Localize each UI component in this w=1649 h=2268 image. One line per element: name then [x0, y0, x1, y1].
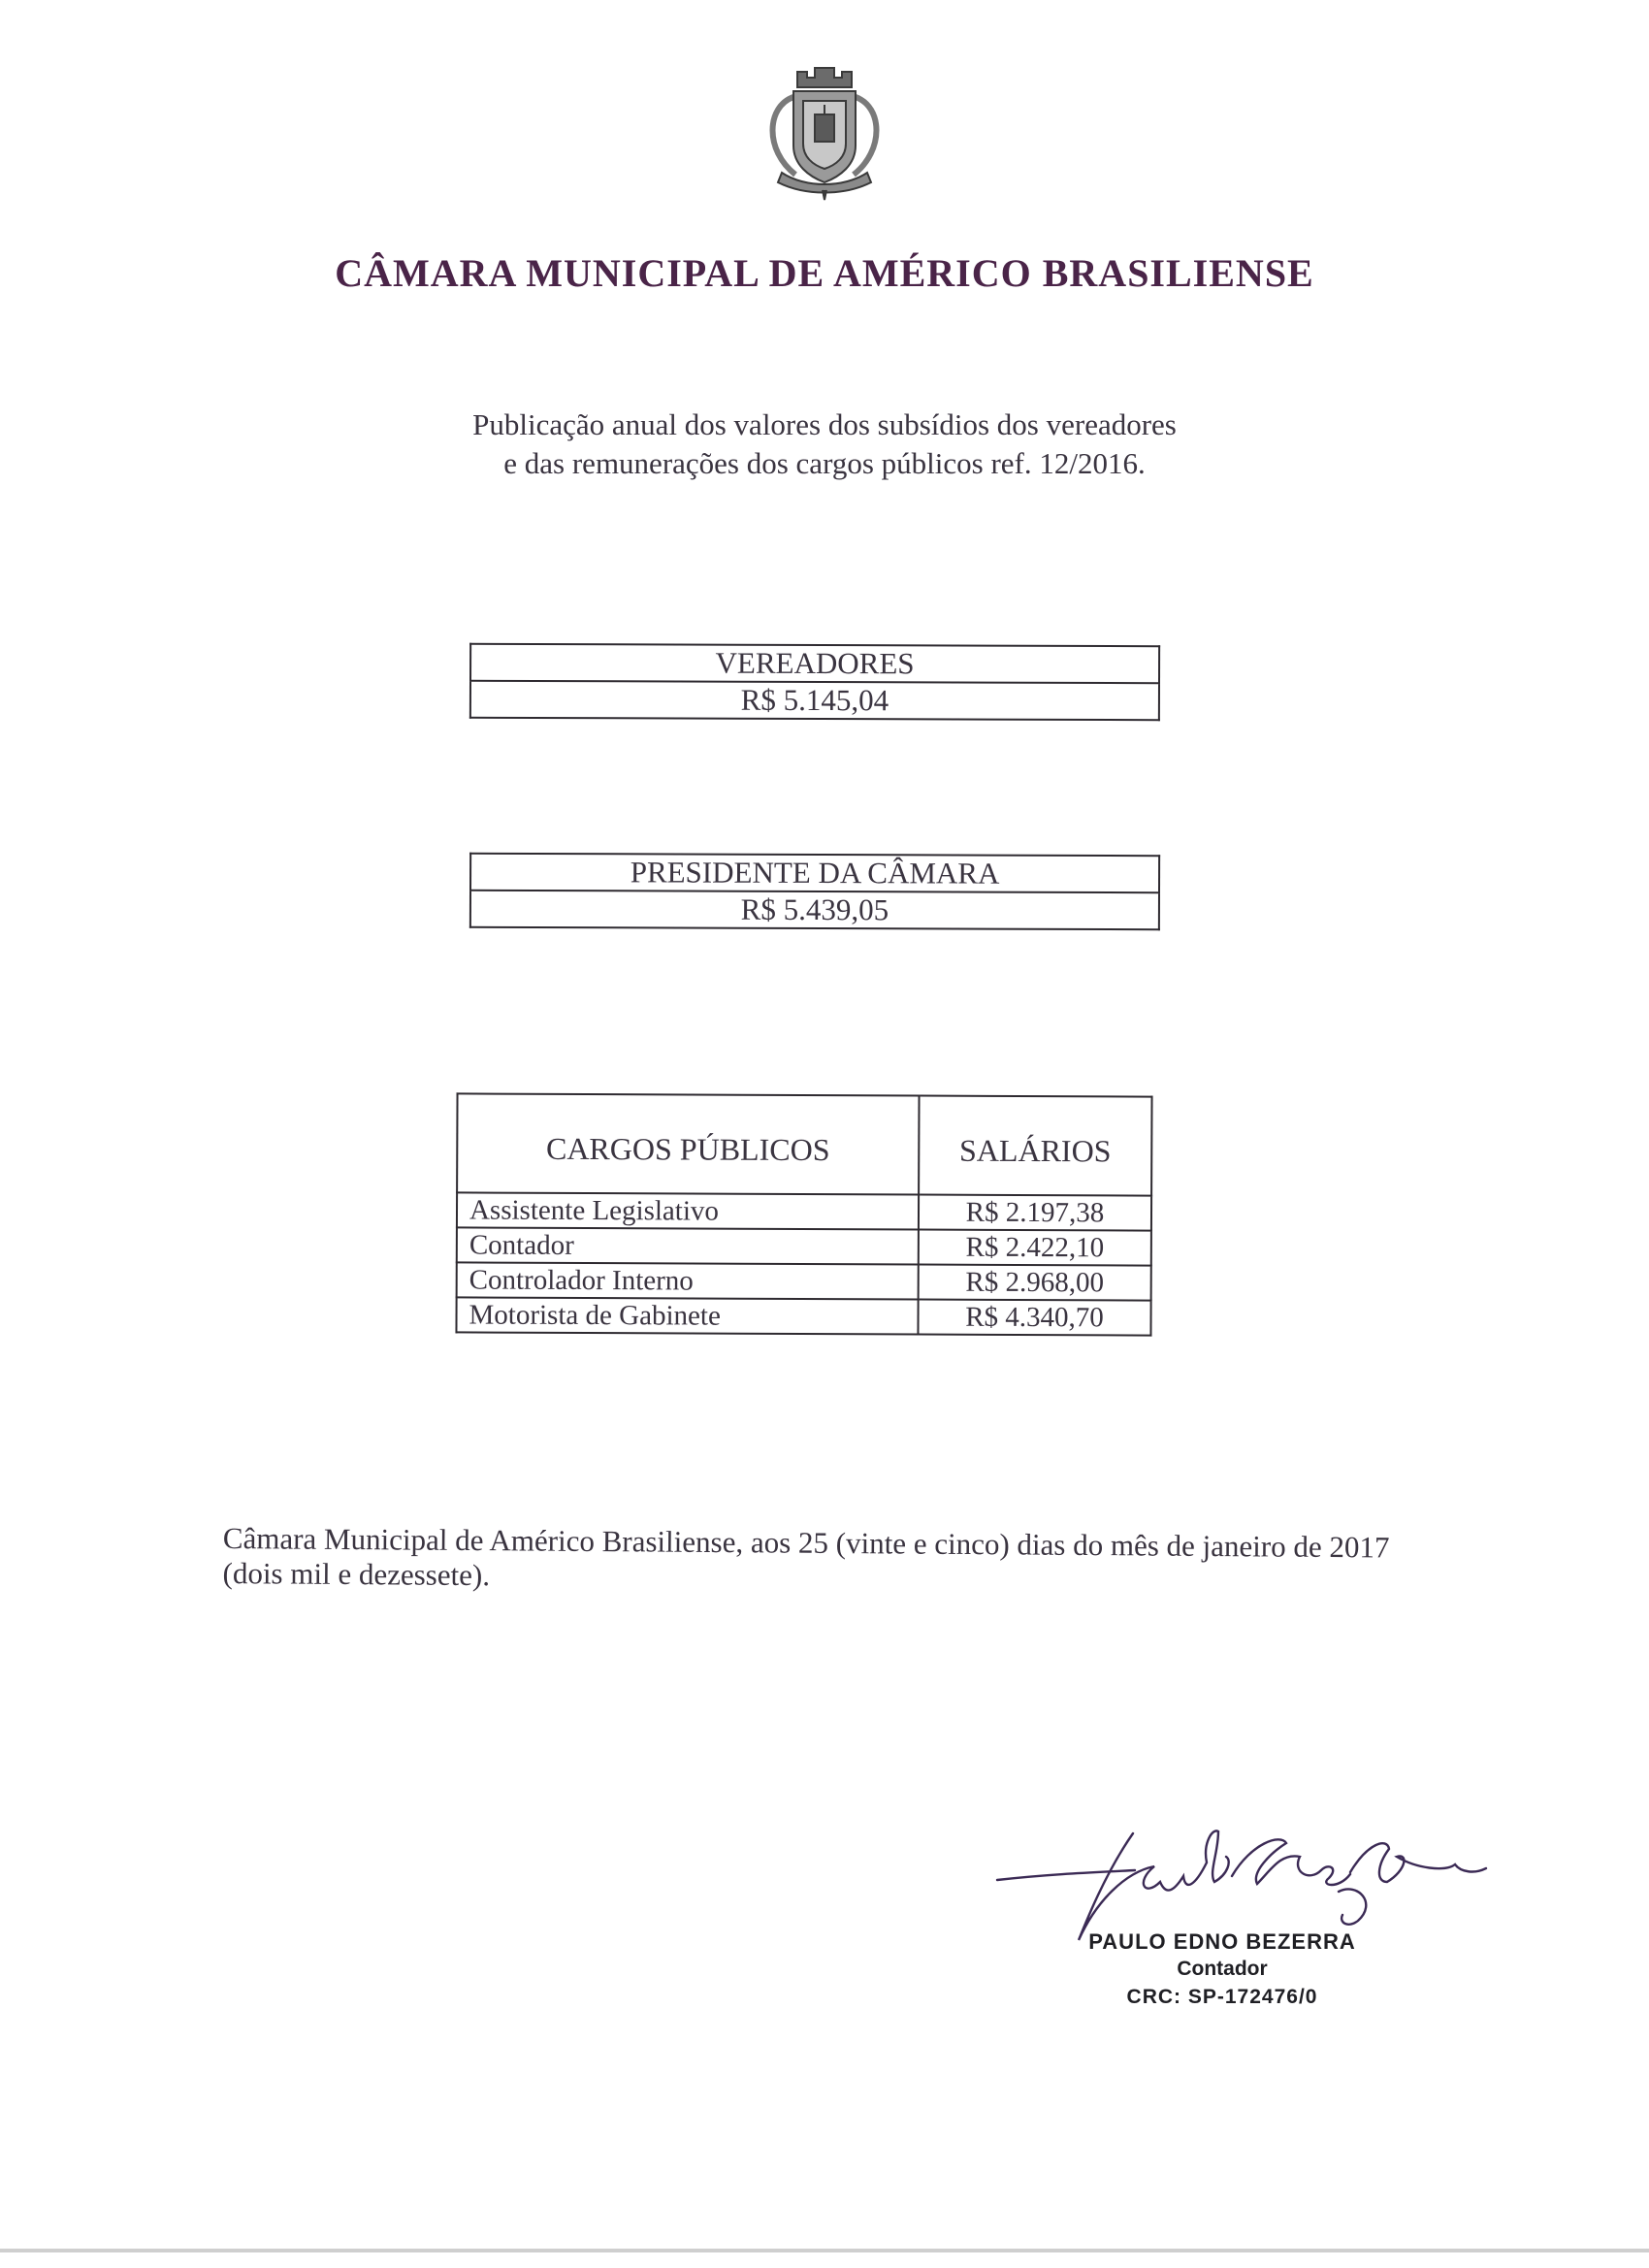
- coat-of-arms-icon: [747, 58, 902, 204]
- table-row: [457, 1192, 1151, 1230]
- signer-crc: CRC: SP-172476/0: [1126, 1986, 1318, 2008]
- intro-line-1: Publicação anual dos valores dos subsídios dos vereadores: [472, 407, 1177, 441]
- cargo-salary: R$ 4.340,70: [918, 1300, 1150, 1336]
- cargo-name: Assistente Legislativo: [457, 1192, 919, 1229]
- table-row: [456, 1297, 1150, 1335]
- cargo-salary: R$ 2.197,38: [919, 1195, 1151, 1231]
- page-bottom-edge: [0, 2249, 1649, 2252]
- presidente-table: [469, 853, 1160, 930]
- intro-line-2: e das remunerações dos cargos públicos ref. 12/2016.: [503, 446, 1146, 480]
- presidente-value: R$ 5.439,05: [470, 891, 1159, 929]
- signer-role: Contador: [1177, 1958, 1268, 1980]
- cargo-name: Controlador Interno: [457, 1262, 919, 1299]
- vereadores-table: [469, 643, 1160, 721]
- intro-paragraph: [0, 405, 1649, 483]
- vereadores-label: VEREADORES: [470, 644, 1159, 683]
- cargo-salary: R$ 2.422,10: [919, 1230, 1151, 1266]
- vereadores-value: R$ 5.145,04: [470, 681, 1159, 720]
- presidente-label: PRESIDENTE DA CÂMARA: [470, 854, 1159, 892]
- cargo-salary: R$ 2.968,00: [919, 1265, 1151, 1301]
- cargos-header-row: [457, 1093, 1151, 1195]
- table-row: [457, 1227, 1151, 1265]
- signer-name: PAULO EDNO BEZERRA: [1088, 1929, 1356, 1954]
- cargo-name: Motorista de Gabinete: [456, 1297, 918, 1334]
- cargos-header-cargo: CARGOS PÚBLICOS: [457, 1093, 919, 1194]
- closing-statement: Câmara Municipal de Américo Brasiliense, aos 25 (vinte e cinco) dias do mês de janeiro de 2017 (dois mil e dezessete).: [222, 1521, 1390, 1593]
- cargos-table: [455, 1092, 1152, 1336]
- cargos-header-salario: SALÁRIOS: [919, 1096, 1151, 1196]
- signature-stamp: [1067, 1928, 1377, 2012]
- table-row: [457, 1262, 1151, 1300]
- page-title: CÂMARA MUNICIPAL DE AMÉRICO BRASILIENSE: [335, 251, 1314, 295]
- cargo-name: Contador: [457, 1227, 919, 1264]
